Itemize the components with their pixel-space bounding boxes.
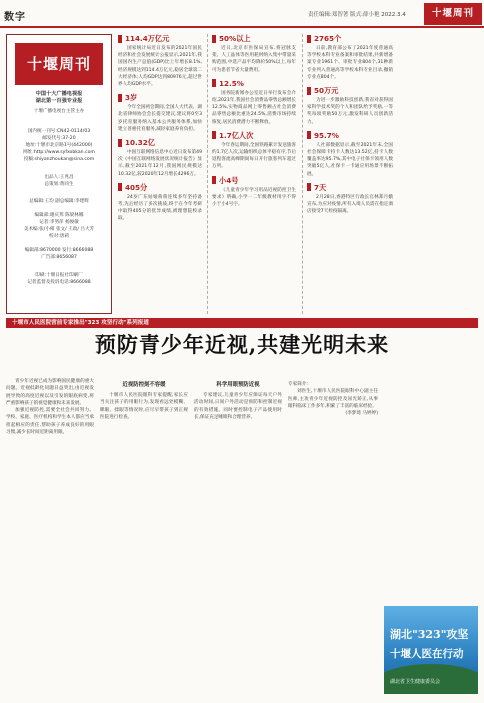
masthead-line: 编辑部:8670000 发行:8666088: [24, 248, 94, 253]
masthead-line: 湖北第一百强专业报: [35, 98, 83, 104]
expert-profile-label: 专家简介:: [288, 382, 308, 387]
news-item: [212, 176, 296, 209]
masthead-line: 广告部:8656087: [41, 255, 77, 260]
news-item: [212, 34, 296, 74]
news-text: 国家统计局近日发布的2021年国民经济和社会发展统计公报显示,2021年,我国国内生产总值(GDP)比上年增长8.1%,经济规模达到114.4万亿元,稳居全球第二大经济体;人均GDP达到80976元,超过世界人均GDP水平。: [118, 46, 202, 88]
news-text: 今年春运期间,全国铁路累计发送旅客约1.7亿人次,运输组织总体平稳有序,节后返程客流高峰期间每日开行旅客列车超过万列。: [212, 142, 296, 170]
news-text: 24岁广东姑娘萌萌连续多年坚持备考,先后经历了多次挑战,终于在今年考研中取得405分的优异成绩,被理想院校录取。: [118, 194, 202, 222]
column-divider: [302, 34, 303, 314]
article-subheading: 近视防控刻不容缓: [122, 382, 166, 388]
heading-marker: [212, 176, 216, 184]
news-heading: 小4号: [212, 176, 296, 185]
article-column-2: [100, 378, 188, 696]
masthead-line: 网址:http://www.syfxobkan.com: [23, 150, 95, 155]
news-column-3: [307, 34, 393, 314]
promo-title: 湖北"323"攻坚: [390, 628, 469, 641]
page-meta: 责任编辑:郑智著 版式:薛小艳 2022.3.4: [308, 12, 406, 18]
news-heading: 12.5%: [212, 79, 296, 88]
news-heading: 114.4万亿元: [118, 34, 202, 43]
column-divider: [207, 34, 208, 314]
news-heading: 10.32亿: [118, 138, 202, 147]
news-text: 今年全国两会期间,全国人大代表、湖北省律师协会会长提交建议,建议将0至3岁托育服务纳入基本公共服务体系,加快建立普惠托育服务,减轻家庭养育负担。: [118, 105, 202, 132]
heading-marker: [118, 35, 122, 43]
masthead-line: 美术编:张/小相 张文/ 王政/ 吕大芳: [23, 227, 95, 232]
article-author: (李梦琦 马婷婷): [345, 411, 378, 417]
section-label: 数字: [4, 12, 26, 23]
news-item: [307, 131, 393, 178]
masthead-line: 国内统一刊号:CN42-0114/03: [27, 129, 91, 134]
masthead-logo: 十堰周刊: [15, 43, 103, 85]
heading-marker: [212, 131, 216, 139]
news-heading: 95.7%: [307, 131, 393, 140]
article-paragraph: 专家建议,儿童青少年应保证每天户外活动时间,日间户外活动是预防和控制近视的有效措施。同时要控制电子产品使用时长,保证充足睡眠和合理营养。: [194, 393, 282, 420]
news-text: 国务院新闻办公室近日举行发布会介绍,2021年,我国社会消费品零售总额增长12.5%,实物商品网上零售额占社会消费品零售总额比重达24.5%,消费市场持续恢复,居民消费潜力不断释放。: [212, 90, 296, 125]
promo-subtitle: 十堰人医在行动: [390, 648, 464, 660]
news-text: 为进一步激励科技创新,我省对获得国家科学技术奖的个人和团队给予奖励,一等奖每项奖励50万元,激发科研人员创新活力。: [307, 98, 393, 125]
masthead-line: 投稿:shiyanzhoukan@sina.com: [23, 157, 95, 162]
article-subheading: 科学用眼预防近视: [216, 382, 260, 388]
news-text: 近日,北京市医保局宣布,将冠脉支架、人工晶体等医用耗材纳入集中带量采购范围,中选产品平均降价50%以上,每年可为患者节省大量费用。: [212, 46, 296, 73]
news-item: [307, 183, 393, 216]
masthead-line: 总策划:黄同生: [44, 182, 74, 187]
masthead-line: 校对:唐莉: [49, 234, 69, 239]
news-item: [307, 86, 393, 126]
article-column-4: [288, 378, 378, 696]
article-paragraph: 加强近视防控,需要全社会共同努力。学校、家庭、医疗机构和学生本人都应当承担起相应的责任,帮助孩子养成良好的用眼习惯,减少长时间近距离用眼。: [6, 408, 94, 436]
heading-marker: [118, 183, 122, 191]
article-paragraph: 青少年近视已成为影响国民健康的重大问题。近视低龄化问题日益突出,由近视发展导致的高度近视以及引发的眼底病变,将严重影响孩子的视觉健康和未来发展。: [6, 379, 94, 406]
news-heading: 2765个: [307, 34, 393, 43]
masthead-line: 十堰广播电视台主管主办: [33, 109, 85, 114]
expert-profile-text: 刘医生,十堰市人民医院眼科中心副主任医师,主攻青少年近视防控及屈光矫正,从事眼科临床工作多年,积累了丰富的临床经验。: [288, 389, 378, 409]
article-column-3: [194, 378, 282, 696]
masthead-line: 印刷:十堰日报社印刷厂: [35, 273, 83, 278]
flag-logo: 十堰周刊: [424, 3, 482, 25]
heading-marker: [307, 35, 311, 43]
news-text: 中国互联网络信息中心近日发布第49次《中国互联网络发展状况统计报告》显示,截至2021年12月,我国网民规模达10.32亿,较2020年12月增长4296万。: [118, 150, 202, 177]
masthead-line: 出品人:王兆昌: [44, 175, 74, 180]
heading-marker: [212, 35, 216, 43]
heading-marker: [307, 87, 311, 95]
news-text: 日前,教育部公布了2021年度普通高等学校本科专业备案和审批结果,共新增备案专业1961个、审批专业804个,31种新专业列入普通高等学校本科专业目录,撤销专业点804个。: [307, 46, 393, 80]
page-header: [0, 0, 484, 28]
news-item: [118, 93, 202, 133]
news-heading: 1.7亿人次: [212, 131, 296, 140]
news-text: 《儿童青少年学习用品近视防控卫生要求》明确,小学一二年级教材用字不得小于小4号字。: [212, 187, 296, 208]
news-item: [118, 138, 202, 178]
news-heading: 405分: [118, 183, 202, 192]
article-column-1: [6, 378, 94, 696]
news-text: 2月28日,香港特区行政长官林郑月娥宣布,为应对疫情,所有入境人员需在指定酒店接受7天检疫隔离。: [307, 194, 393, 215]
heading-marker: [307, 131, 311, 139]
news-heading: 7天: [307, 183, 393, 192]
masthead-line: 总编辑:王均 副总编辑:李建辉: [29, 199, 89, 204]
news-heading: 50%以上: [212, 34, 296, 43]
article-paragraph: 十堰市人民医院眼科专家提醒,家长应当关注孩子的用眼行为,发现看远处模糊、眯眼、揉眼等情况时,应尽早带孩子到正规医院进行检查。: [100, 393, 188, 420]
masthead-line: 编辑部:谢庆邦 陈梁林娜: [34, 213, 84, 218]
news-heading: 3岁: [118, 93, 202, 102]
news-heading: 50万元: [307, 86, 393, 95]
news-item: [212, 131, 296, 171]
news-column-2: [212, 34, 296, 314]
news-item: [118, 34, 202, 88]
masthead: [6, 34, 112, 314]
campaign-promo: [384, 606, 478, 694]
article-headline: 预防青少年近视,共建光明未来: [94, 332, 390, 357]
news-item: [212, 79, 296, 126]
masthead-line: 中国十大广播电视报: [35, 91, 83, 97]
masthead-line: 记者监督及投诉电话:8666088: [27, 280, 91, 285]
masthead-line: 邮发代号:37-20: [42, 136, 76, 141]
news-item: [307, 34, 393, 81]
masthead-line: 记者:李努萍 杨俊敏: [39, 220, 79, 225]
promo-caption: 湖北省卫生健康委员会: [390, 679, 441, 685]
heading-marker: [118, 94, 122, 102]
heading-marker: [212, 79, 216, 87]
heading-marker: [118, 139, 122, 147]
masthead-line: 地址:十堰市北京路1号(442000): [25, 143, 93, 148]
news-item: [118, 183, 202, 223]
heading-marker: [307, 183, 311, 191]
series-banner: 十堰市人民医院营前专家推出"323 攻坚行动"系列报道: [6, 318, 478, 328]
news-text: 人社部数据显示,截至2021年末,全国社会保障卡持卡人数达13.52亿,持卡人数覆盖率达95.7%,其中电子社保卡领用人数突破5亿人,社保卡一卡通应用场景不断拓展。: [307, 142, 393, 177]
news-column-1: [118, 34, 202, 314]
